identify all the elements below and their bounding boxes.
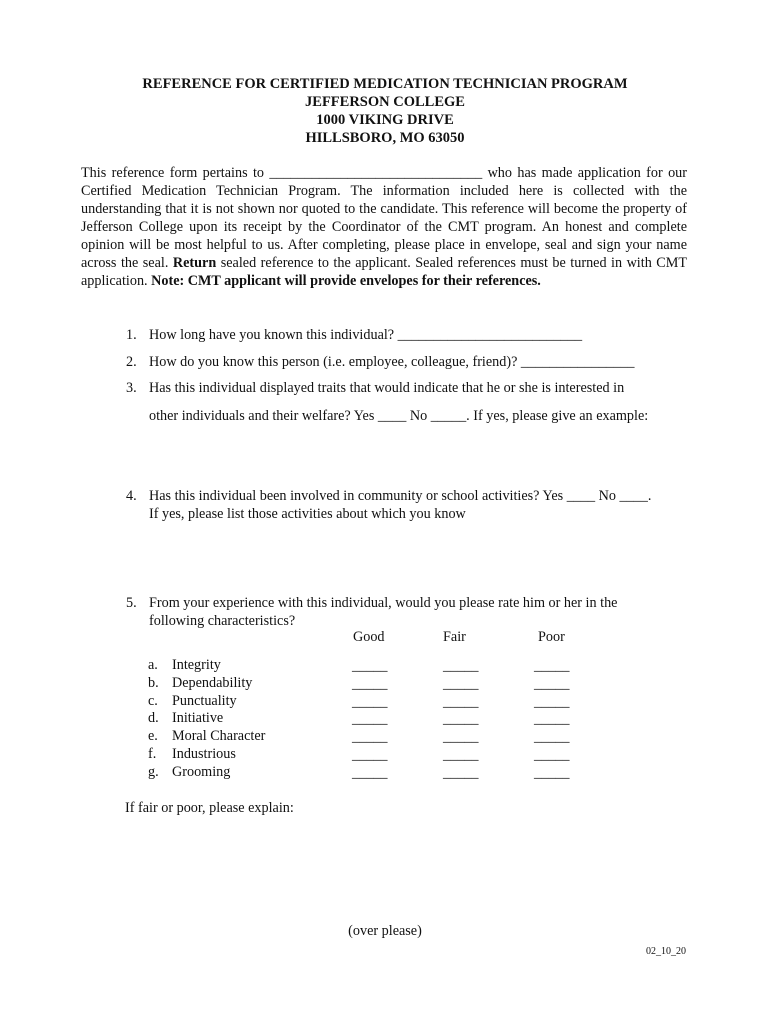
trait-letter: d. — [148, 710, 159, 727]
rating-header-good: Good — [353, 629, 385, 645]
rating-blank-poor[interactable]: _____ — [534, 729, 570, 746]
trait-name: Grooming — [172, 763, 231, 780]
question-text-line-2: following characteristics? — [149, 613, 296, 629]
intro-text-2: sealed reference to the applicant. Sealed references must be turned in with CMT application. — [81, 255, 688, 289]
question-text: How long have you known this individual? __________________________ — [149, 327, 583, 343]
intro-text-1: This reference form pertains to ______________________________ who has made application for our Certified Medication Technician Program. The information included here is collected with the understanding that it is not shown nor quoted to the candidate. This reference will become the property of Jefferson College upon its receipt by the Coordinator of the CMT program. An honest and complete opinion will be most helpful to us. After completing, please place in envelope, seal and sign your name across the seal. — [81, 165, 687, 271]
rating-blank-good[interactable]: _____ — [352, 747, 388, 763]
question-number: 2. — [126, 354, 137, 370]
rating-header-poor: Poor — [538, 629, 565, 645]
rating-blank-fair[interactable]: _____ — [443, 675, 479, 692]
rating-blank-fair[interactable]: _____ — [443, 711, 479, 728]
question-text: Has this individual been involved in community or school activities? Yes ____ No ____. — [149, 488, 652, 504]
trait-name: Initiative — [172, 710, 224, 727]
trait-letter: e. — [148, 728, 158, 745]
question-text: Has this individual displayed traits that would indicate that he or she is interested in — [149, 380, 625, 396]
intro-note: Note: CMT applicant will provide envelopes for their references. — [151, 273, 541, 289]
trait-letter: g. — [148, 763, 159, 780]
question-number: 4. — [126, 488, 137, 504]
trait-name: Moral Character — [172, 728, 266, 745]
rating-blank-good[interactable]: _____ — [352, 729, 388, 746]
college-name: JEFFERSON COLLEGE — [305, 94, 465, 110]
trait-name: Punctuality — [172, 692, 237, 709]
form-code: 02_10_20 — [646, 946, 686, 957]
question-text-line-2: other individuals and their welfare? Yes ____ No _____. If yes, please give an example: — [149, 408, 649, 424]
rating-header-fair: Fair — [443, 629, 466, 645]
rating-blank-good[interactable]: _____ — [352, 711, 388, 728]
question-text: From your experience with this individual, would you please rate him or her in the — [149, 595, 618, 611]
rating-blank-fair[interactable]: _____ — [443, 658, 479, 674]
trait-letter: c. — [148, 692, 158, 709]
trait-letter: f. — [148, 746, 157, 762]
question-number: 1. — [126, 327, 137, 343]
explain-prompt: If fair or poor, please explain: — [125, 800, 294, 816]
rating-blank-fair[interactable]: _____ — [443, 764, 479, 781]
question-text-line-2: If yes, please list those activities about which you know — [149, 506, 466, 522]
rating-blank-poor[interactable]: _____ — [534, 764, 570, 781]
trait-name: Industrious — [172, 746, 236, 762]
trait-name: Integrity — [172, 657, 221, 673]
rating-blank-poor[interactable]: _____ — [534, 711, 570, 728]
intro-paragraph — [81, 164, 687, 290]
rating-blank-good[interactable]: _____ — [352, 764, 388, 781]
form-title: REFERENCE FOR CERTIFIED MEDICATION TECHNICIAN PROGRAM — [142, 76, 628, 92]
rating-blank-good[interactable]: _____ — [352, 658, 388, 674]
trait-name: Dependability — [172, 674, 253, 691]
rating-blank-fair[interactable]: _____ — [443, 747, 479, 763]
rating-blank-good[interactable]: _____ — [352, 693, 388, 710]
trait-letter: a. — [148, 657, 158, 673]
question-number: 3. — [126, 380, 137, 396]
intro-return: Return — [172, 255, 217, 271]
trait-letter: b. — [148, 674, 159, 691]
rating-blank-poor[interactable]: _____ — [534, 675, 570, 692]
rating-blank-good[interactable]: _____ — [352, 675, 388, 692]
rating-blank-fair[interactable]: _____ — [443, 693, 479, 710]
rating-blank-poor[interactable]: _____ — [534, 747, 570, 763]
rating-blank-fair[interactable]: _____ — [443, 729, 479, 746]
over-please: (over please) — [348, 923, 422, 939]
question-text: How do you know this person (i.e. employee, colleague, friend)? ________________ — [149, 354, 635, 370]
college-street: 1000 VIKING DRIVE — [316, 112, 454, 128]
college-city: HILLSBORO, MO 63050 — [305, 130, 465, 146]
question-number: 5. — [126, 595, 137, 611]
rating-blank-poor[interactable]: _____ — [534, 693, 570, 710]
rating-blank-poor[interactable]: _____ — [534, 658, 570, 674]
form-header — [0, 75, 770, 147]
